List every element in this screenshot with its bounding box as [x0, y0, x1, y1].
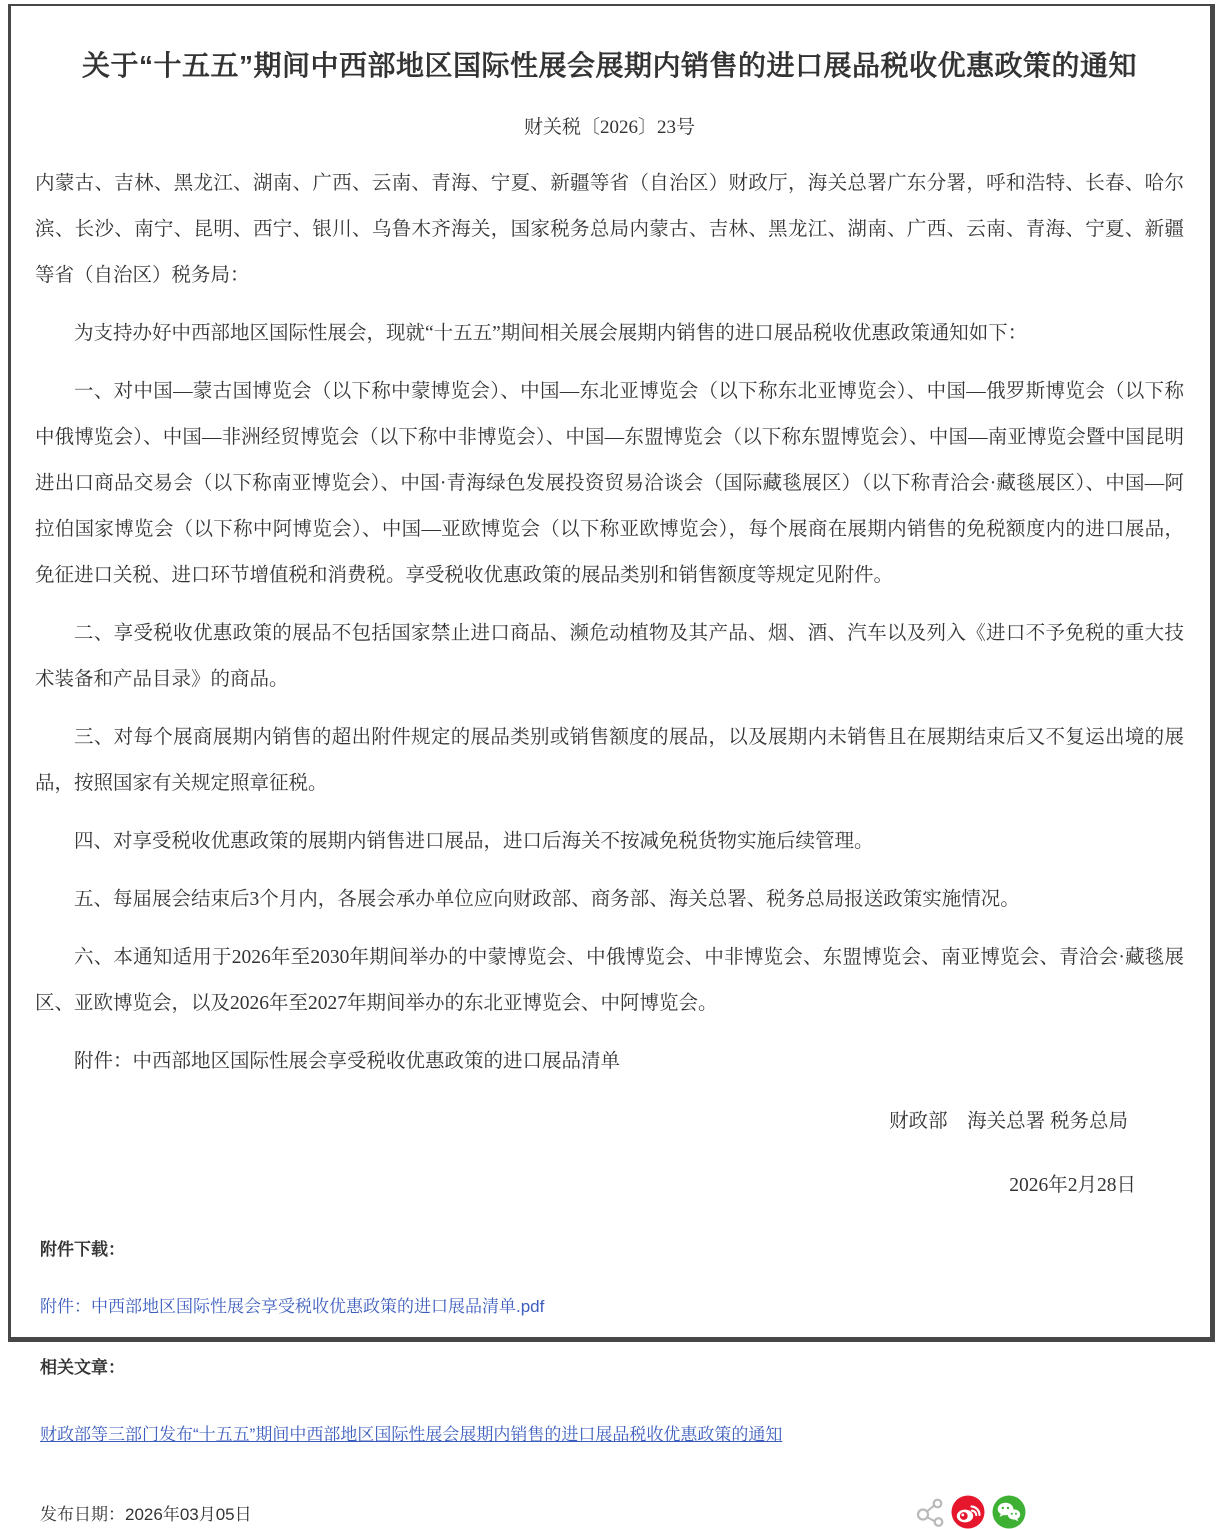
attachment-note: 附件：中西部地区国际性展会享受税收优惠政策的进口展品清单 [74, 1051, 621, 1072]
body-paragraph-4: 四、对享受税收优惠政策的展期内销售进口展品，进口后海关不按减免税货物实施后续管理。 [74, 831, 874, 852]
publish-date-value: 2026年03月05日 [125, 1504, 252, 1524]
body-paragraph-2: 二、享受税收优惠政策的展品不包括国家禁止进口商品、濒危动植物及其产品、烟、酒、汽车以及列入《进口不予免税的重大技术装备和产品目录》的商品。 [35, 623, 1184, 690]
document-page [8, 4, 1215, 1524]
body-paragraph-6: 六、本通知适用于2026年至2030年期间举办的中蒙博览会、中俄博览会、中非博览会、东盟博览会、南亚博览会、青洽会·藏毯展区、亚欧博览会，以及2026年至2027年期间举办的东北亚博览会、中阿博览会。 [35, 947, 1184, 1014]
related-articles-heading: 相关文章： [40, 1358, 125, 1377]
share-icon[interactable] [916, 1497, 944, 1527]
intro-paragraph: 为支持办好中西部地区国际性展会，现就“十五五”期间相关展会展期内销售的进口展品税收优惠政策通知如下： [74, 323, 1028, 344]
related-article-link[interactable]: 财政部等三部门发布“十五五”期间中西部地区国际性展会展期内销售的进口展品税收优惠政策的通知 [40, 1425, 783, 1444]
weibo-icon[interactable] [951, 1495, 985, 1529]
attachment-download-heading: 附件下载： [40, 1240, 125, 1259]
addressees-paragraph: 内蒙古、吉林、黑龙江、湖南、广西、云南、青海、宁夏、新疆等省（自治区）财政厅，海关总署广东分署，呼和浩特、长春、哈尔滨、长沙、南宁、昆明、西宁、银川、乌鲁木齐海关，国家税务总局内蒙古、吉林、黑龙江、湖南、广西、云南、青海、宁夏、新疆等省（自治区）税务局： [35, 173, 1184, 286]
publish-date [40, 1500, 252, 1525]
share-icon-group [916, 1495, 1026, 1529]
body-paragraph-5: 五、每届展会结束后3个月内，各展会承办单位应向财政部、商务部、海关总署、税务总局报送政策实施情况。 [74, 889, 1020, 910]
document-body [35, 161, 1184, 1209]
publish-date-label: 发布日期： [40, 1504, 125, 1524]
attachment-pdf-link[interactable]: 附件：中西部地区国际性展会享受税收优惠政策的进口展品清单.pdf [40, 1297, 545, 1316]
publish-row [40, 1495, 1184, 1529]
wechat-icon[interactable] [992, 1495, 1026, 1529]
page-footer [35, 1235, 1184, 1529]
document-number: 财关税〔2026〕23号 [523, 117, 695, 138]
signature-date: 2026年2月28日 [1009, 1175, 1136, 1196]
body-paragraph-1: 一、对中国—蒙古国博览会（以下称中蒙博览会）、中国—东北亚博览会（以下称东北亚博览会）、中国—俄罗斯博览会（以下称中俄博览会）、中国—非洲经贸博览会（以下称中非博览会）、中国—东盟博览会（以下称东盟博览会）、中国—南亚博览会暨中国昆明进出口商品交易会（以下称南亚博览会）、中国·青海绿色发展投资贸易洽谈会（国际藏毯展区）（以下称青洽会·藏毯展区）、中国—阿拉伯国家博览会（以下称中阿博览会）、中国—亚欧博览会（以下称亚欧博览会），每个展商在展期内销售的免税额度内的进口展品，免征进口关税、进口环节增值税和消费税。享受税收优惠政策的展品类别和销售额度等规定见附件。 [35, 381, 1184, 586]
signature-agencies: 财政部 海关总署 税务总局 [889, 1111, 1128, 1132]
body-paragraph-3: 三、对每个展商展期内销售的超出附件规定的展品类别或销售额度的展品，以及展期内未销售且在展期结束后又不复运出境的展品，按照国家有关规定照章征税。 [35, 727, 1184, 794]
page-title: 关于“十五五”期间中西部地区国际性展会展期内销售的进口展品税收优惠政策的通知 [81, 50, 1137, 81]
